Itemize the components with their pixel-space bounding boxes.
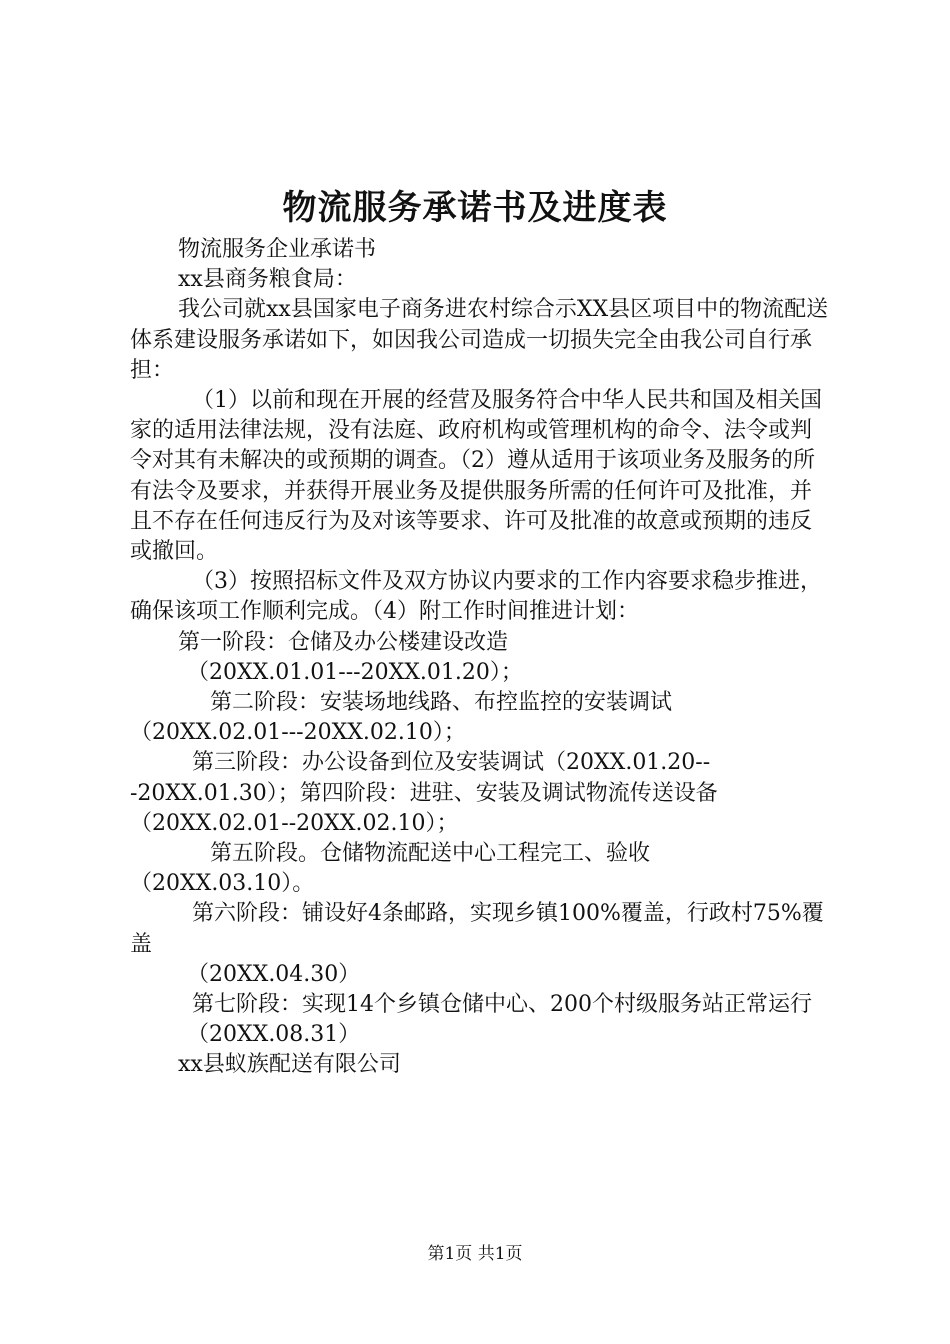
document-body [130, 235, 830, 1081]
stage-2-paragraph: 第二阶段：安装场地线路、布控监控的安装调试（20XX.02.01---20XX.02.10）； [130, 690, 673, 746]
document-title: 物流服务承诺书及进度表 [282, 188, 668, 228]
commitment-items-3-4-paragraph: （3）按照招标文件及双方协议内要求的工作内容要求稳步推进，确保该项工作顺利完成。（4）附工作时间推进计划： [130, 569, 822, 625]
stage-3-4-paragraph: 第三阶段：办公设备到位及安装调试（20XX.01.20---20XX.01.30）；第四阶段：进驻、安装及调试物流传送设备（20XX.02.01--20XX.02.10）； [130, 750, 718, 836]
stage-1-paragraph: 第一阶段：仓储及办公楼建设改造 [178, 629, 509, 655]
commitment-items-1-2-paragraph: （1）以前和现在开展的经营及服务符合中华人民共和国及相关国家的适用法律法规，没有法庭、政府机构或管理机构的命令、法令或判令对其有未解决的或预期的调查。（2）遵从适用于该项业务及服务的所有法令及要求，并获得开展业务及提供服务所需的任何许可及批准，并且不存在任何违反行为及对该等要求、许可及批准的故意或预期的违反或撤回。 [130, 388, 822, 565]
page-footer: 第1页 共1页 [427, 1244, 523, 1264]
stage-7-paragraph: 第七阶段：实现14个乡镇仓储中心、200个村级服务站正常运行 [192, 992, 812, 1018]
company-signature: xx县蚁族配送有限公司 [178, 1052, 401, 1078]
stage-1-date-paragraph: （20XX.01.01---20XX.01.20）； [187, 659, 523, 685]
stage-5-paragraph: 第五阶段。仓储物流配送中心工程完工、验收（20XX.03.10）。 [130, 841, 651, 897]
commitment-intro-paragraph: 我公司就xx县国家电子商务进农村综合示XX县区项目中的物流配送体系建设服务承诺如下，如因我公司造成一切损失完全由我公司自行承担： [130, 297, 829, 383]
stage-7-date-paragraph: （20XX.08.31） [187, 1022, 361, 1048]
addressee-paragraph: xx县商务粮食局： [178, 267, 357, 293]
subtitle-paragraph: 物流服务企业承诺书 [178, 237, 377, 262]
stage-6-paragraph: 第六阶段：铺设好4条邮路，实现乡镇100%覆盖，行政村75%覆盖 [130, 901, 824, 957]
stage-6-date-paragraph: （20XX.04.30） [187, 961, 361, 987]
